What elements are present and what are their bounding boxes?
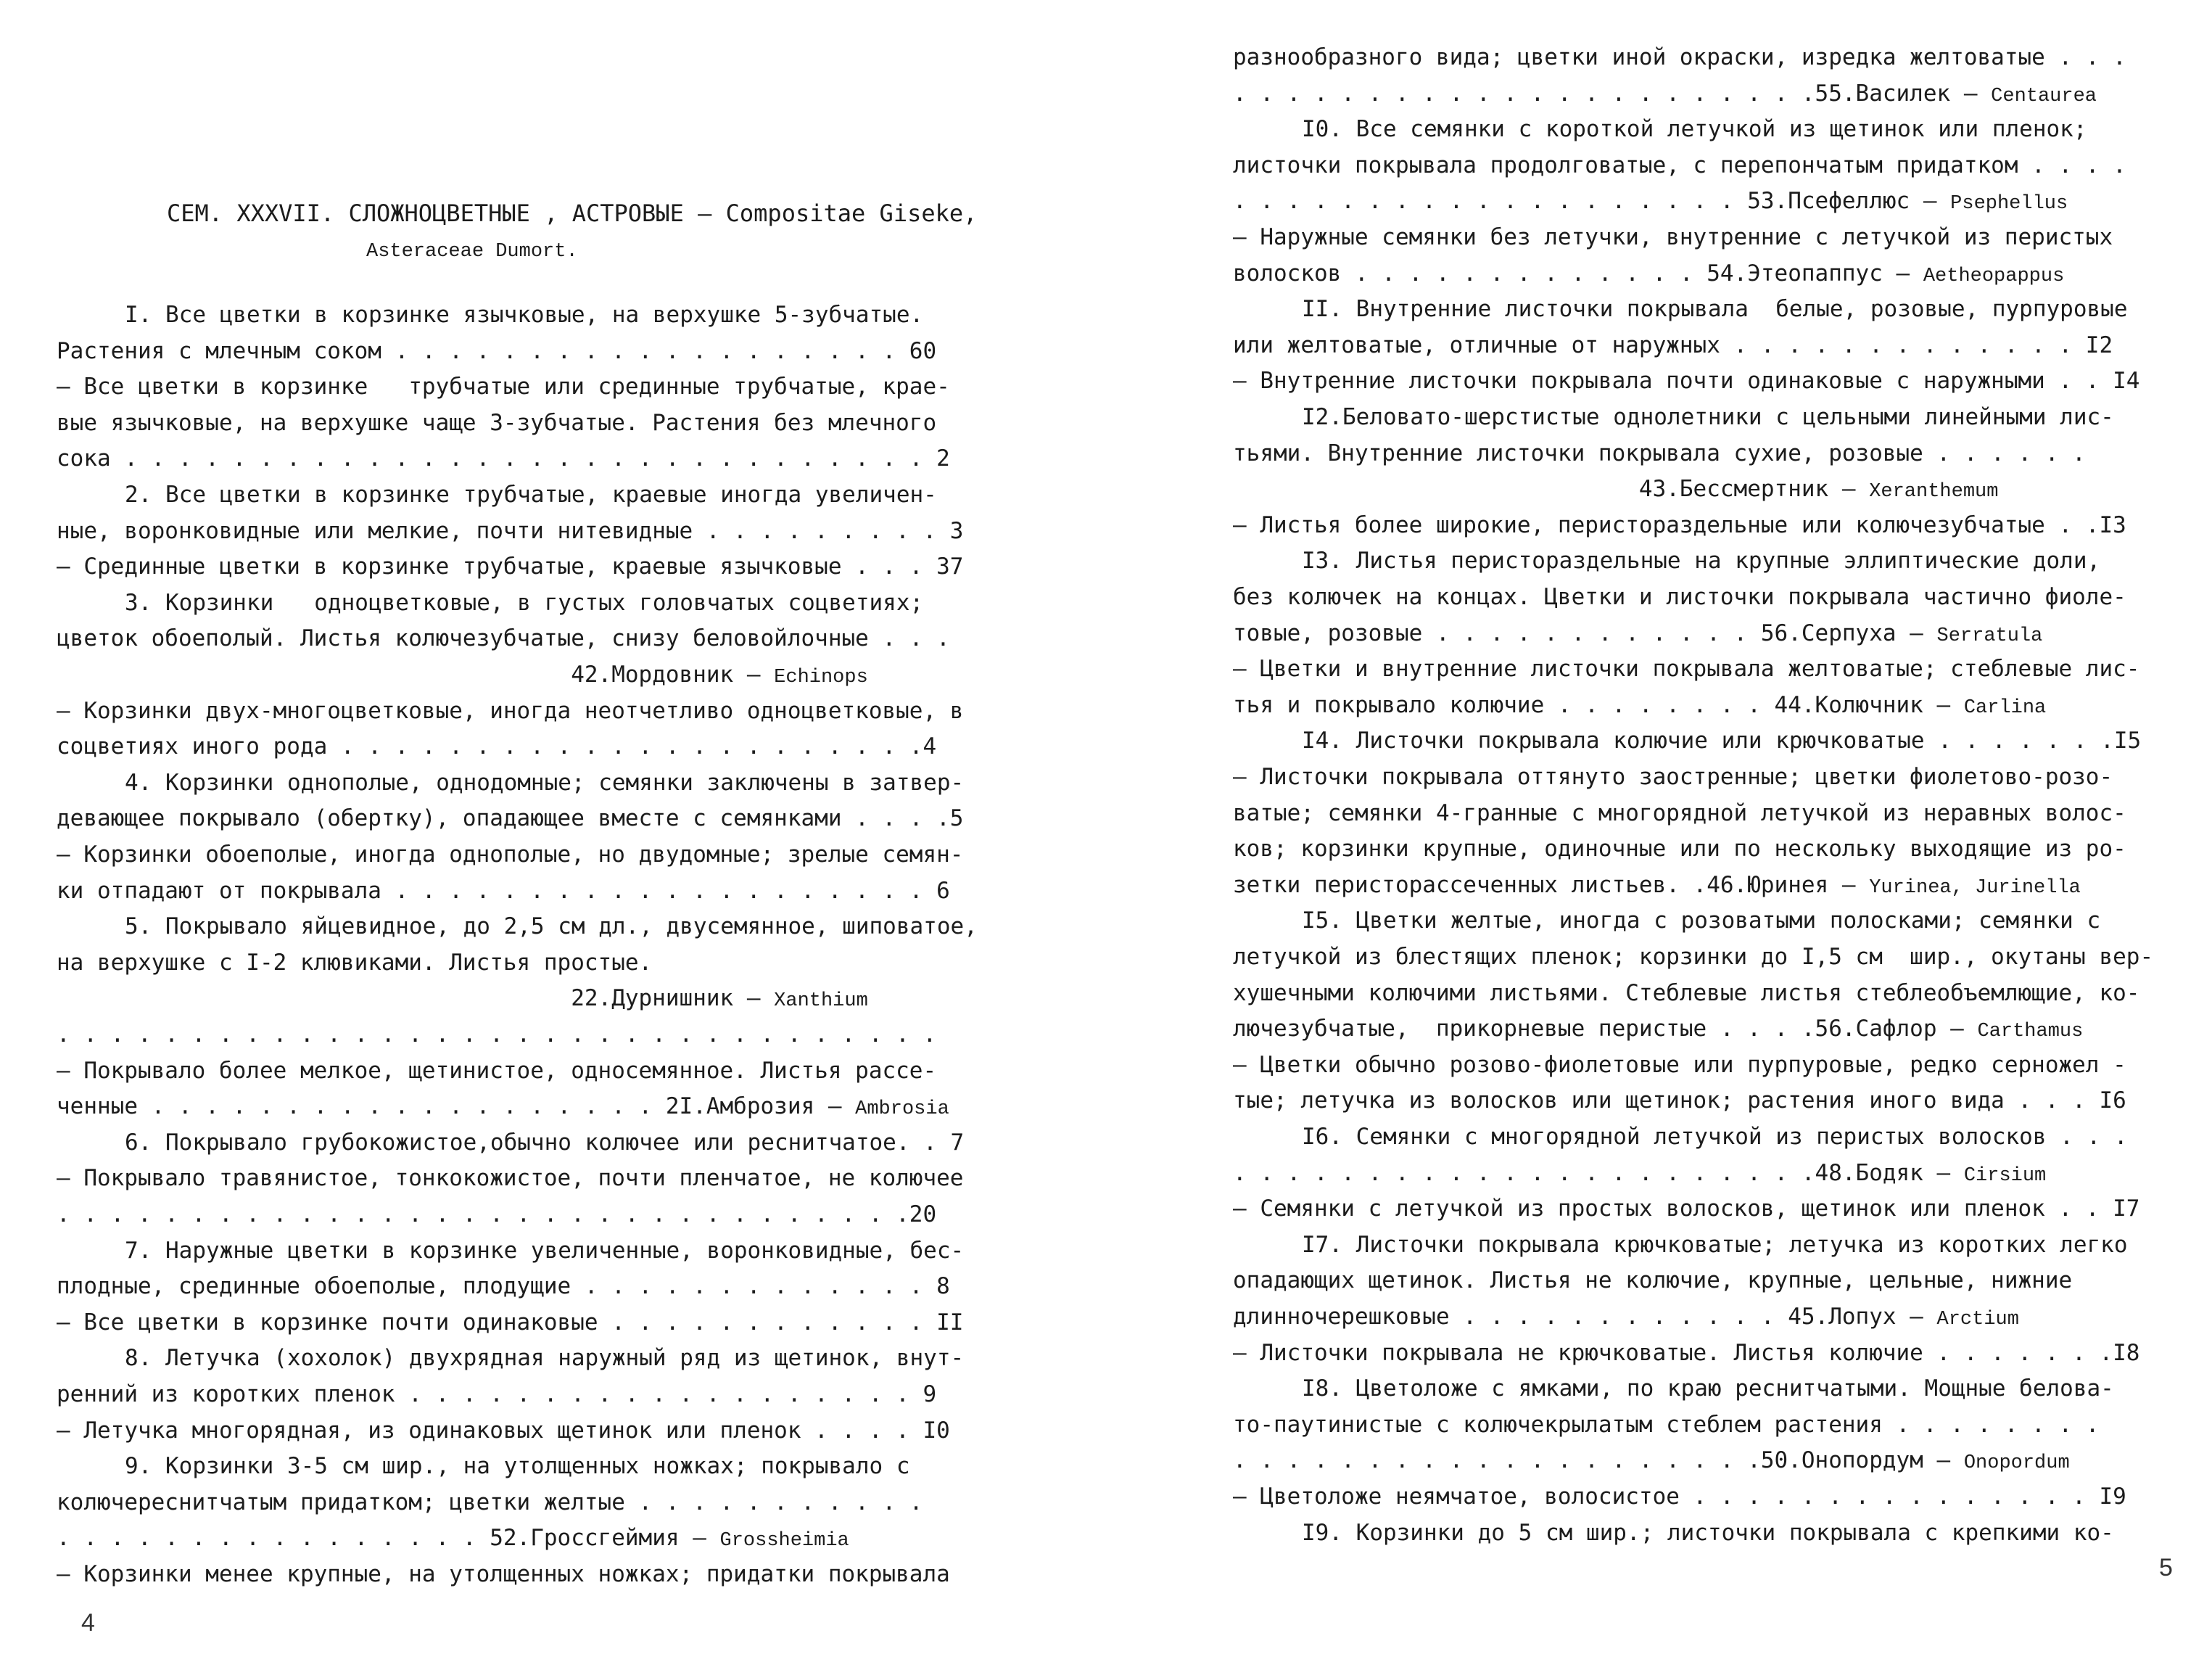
key-line xyxy=(57,1560,950,1588)
key-line xyxy=(1233,1087,2126,1114)
key-line-text: 4. Корзинки однополые, однодомные; семянки заключены в затвер- xyxy=(125,769,965,796)
key-line-text: – Цветки обычно розово-фиолетовые или пурпуровые, редко серножел - xyxy=(1233,1051,2126,1078)
genus-latin-name: Echinops xyxy=(774,667,868,688)
key-line-text: I3. Листья перистораздельные на крупные эллиптические доли, xyxy=(1302,548,2101,575)
key-line-text: тьями. Внутренние листочки покрывала сухие, розовые . . . . . . xyxy=(1233,440,2086,466)
family-title-line2 xyxy=(366,234,578,262)
key-line xyxy=(57,877,950,905)
key-line-text: тые; летучка из волосков или щетинок; растения иного вида . . . I6 xyxy=(1233,1087,2126,1114)
key-line-text: I6. Семянки с многорядной летучкой из перистых волосков . . . xyxy=(1302,1124,2128,1150)
key-line xyxy=(1302,115,2087,143)
key-line-text: – Семянки с летучкой из простых волосков, щетинок или пленок . . I7 xyxy=(1233,1196,2140,1222)
genus-latin-name: Xanthium xyxy=(774,990,868,1013)
genus-latin-name: Carlina xyxy=(1963,696,2047,719)
key-line-text: соцветиях иного рода . . . . . . . . . . . . . . . . . . . . . .4 xyxy=(57,733,937,760)
genus-latin-name: Xeranthemum xyxy=(1869,481,1999,503)
key-line xyxy=(125,1344,964,1372)
key-line-text: . . . . . . . . . . . . . . . . . . . . . . . . . . . . . . . .20 xyxy=(57,1201,937,1227)
key-line xyxy=(1233,152,2126,179)
family-title: СЕМ. XXXVII. СЛОЖНОЦВЕТНЫЕ , АСТРОВЫЕ – Compositae Giseke, xyxy=(167,199,978,227)
key-line-text: – Летучка многорядная, из одинаковых щетинок или пленок . . . . I0 xyxy=(57,1417,950,1444)
key-line-text: – Покрывало более мелкое, щетинистое, односемянное. Листья рассе- xyxy=(57,1057,937,1084)
key-line xyxy=(125,481,937,509)
key-line-text: 5. Покрывало яйцевидное, до 2,5 см дл., двусемянное, шиповатое, xyxy=(125,913,978,940)
key-line-text: плодные, срединные обоеполые, плодущие . . . . . . . . . . . . . 8 xyxy=(57,1273,950,1300)
key-line xyxy=(57,1417,950,1444)
key-line-text: – Корзинки менее крупные, на утолщенных ножках; придатки покрывала xyxy=(57,1561,950,1587)
genus-latin-name: Onopordum xyxy=(1963,1452,2070,1475)
key-line-text: ки отпадают от покрывала . . . . . . . . . . . . . . . . . . . . 6 xyxy=(57,877,950,904)
key-line-text: . . . . . . . . . . . . . . . . . . . .50.Онопордум – xyxy=(1233,1447,1964,1474)
key-line xyxy=(125,913,978,940)
key-line xyxy=(1233,583,2126,611)
key-line xyxy=(1233,223,2113,251)
key-line-text: – Листья более широкие, перистораздельные или колючезубчатые . .I3 xyxy=(1233,511,2126,538)
key-line-text: . . . . . . . . . . . . . . . . . . . . . . . . . . . . . . . . . xyxy=(57,1021,937,1048)
key-line-text: то-паутинистые с колючекрылатым стеблем растения . . . . . . . . xyxy=(1233,1411,2100,1438)
key-line xyxy=(1302,1123,2127,1151)
key-line xyxy=(1233,475,1998,503)
page-number-right: 5 xyxy=(2159,1554,2173,1581)
key-line-text: девающее покрывало (обертку), опадающее вместе с семянками . . . .5 xyxy=(57,805,964,832)
key-line-text: – Все цветки в корзинке почти одинаковые . . . . . . . . . . . . II xyxy=(57,1309,964,1336)
key-line-text: разнообразного вида; цветки иной окраски, изредка желтоватые . . . xyxy=(1233,44,2126,70)
key-line xyxy=(1233,1303,2019,1330)
key-line-text: I8. Цветоложе с ямками, по краю реснитчатыми. Мощные белова- xyxy=(1302,1375,2114,1402)
key-line xyxy=(1302,295,2127,323)
key-line-text: – Покрывало травянистое, тонкокожистое, почти пленчатое, не колючее xyxy=(57,1165,964,1192)
key-line-text: . . . . . . . . . . . . . . . . . . . 53.Псефеллюс – xyxy=(1233,188,1951,215)
key-line xyxy=(57,517,963,545)
key-line xyxy=(1302,1375,2114,1402)
key-line-text: опадающих щетинок. Листья не колючие, крупные, цельные, нижние xyxy=(1233,1267,2073,1294)
key-line-text: колючереснитчатым придатком; цветки желтые . . . . . . . . . . . xyxy=(57,1489,923,1515)
key-line-text: . . . . . . . . . . . . . . . . . . . . . .55.Василек – xyxy=(1233,80,1992,107)
key-line xyxy=(1302,547,2100,575)
key-line xyxy=(57,1524,849,1552)
key-line xyxy=(1233,1411,2099,1439)
key-line xyxy=(57,1093,949,1120)
key-line-text: ренний из коротких пленок . . . . . . . . . . . . . . . . . . . 9 xyxy=(57,1381,937,1407)
key-line-text: на верхушке с I-2 клювиками. Листья простые. xyxy=(57,949,653,976)
key-line xyxy=(57,553,963,580)
key-line xyxy=(57,841,963,868)
key-line-text: цветок обоеполый. Листья колючезубчатые, снизу беловойлочные . . . xyxy=(57,625,950,652)
key-line xyxy=(57,697,963,725)
key-line-text: тья и покрывало колючие . . . . . . . . 44.Колючник – xyxy=(1233,691,1964,718)
right-page xyxy=(1106,0,2212,1654)
key-line xyxy=(1233,44,2126,71)
genus-latin-name: Ambrosia xyxy=(855,1098,949,1121)
page-number-left: 4 xyxy=(81,1609,95,1637)
key-line xyxy=(1302,403,2114,431)
key-line-text: ков; корзинки крупные, одиночные или по нескольку выходящие из ро- xyxy=(1233,836,2126,863)
key-line xyxy=(1302,727,2141,754)
key-line-text: зетки перисторассеченных листьев. .46.Юринея – xyxy=(1233,871,1870,898)
genus-latin-name: Yurinea, Jurinella xyxy=(1869,876,2081,899)
key-line-text: 6. Покрывало грубокожистое,обычно колючее или реснитчатое. . 7 xyxy=(125,1129,965,1156)
key-line xyxy=(1233,367,2139,395)
key-line xyxy=(57,1164,963,1192)
key-line-text: . . . . . . . . . . . . . . . . 52.Гроссгеймия – xyxy=(57,1525,720,1552)
genus-latin-name: Aetheopappus xyxy=(1923,265,2065,287)
key-line-text: товые, розовые . . . . . . . . . . . . 56.Серпуха – xyxy=(1233,620,1937,646)
key-line xyxy=(1233,979,2139,1007)
key-line xyxy=(57,337,936,365)
key-line xyxy=(1233,1483,2126,1510)
genus-latin-name: Serratula xyxy=(1936,625,2043,647)
key-line xyxy=(1233,80,2097,107)
key-line xyxy=(1233,871,2081,899)
key-line xyxy=(1233,187,2068,215)
key-line-text: I9. Корзинки до 5 см шир.; листочки покрывала с крепкими ко- xyxy=(1302,1519,2114,1546)
key-line xyxy=(1233,943,2153,971)
key-line-text: – Корзинки обоеполые, иногда однополые, но двудомные; зрелые семян- xyxy=(57,842,964,868)
key-line xyxy=(125,301,923,329)
key-line xyxy=(57,805,963,832)
key-line-text: ченные . . . . . . . . . . . . . . . . . . . 2I.Амброзия – xyxy=(57,1093,856,1120)
key-line xyxy=(57,733,936,760)
genus-latin-name: Arctium xyxy=(1936,1309,2019,1330)
key-line xyxy=(57,984,868,1012)
key-line-text: ватые; семянки 4-гранные с многорядной летучкой из неравных волос- xyxy=(1233,799,2126,826)
key-line-text: листочки покрывала продолговатые, с перепончатым придатком . . . . xyxy=(1233,152,2126,178)
genus-latin-name: Cirsium xyxy=(1963,1164,2047,1187)
key-line-text: – Корзинки двух-многоцветковые, иногда неотчетливо одноцветковые, в xyxy=(57,697,964,724)
key-line xyxy=(57,1057,936,1085)
key-line-text: летучкой из блестящих пленок; корзинки до I,5 см шир., окутаны вер- xyxy=(1233,944,2154,970)
key-line-text: I. Все цветки в корзинке язычковые, на верхушке 5-зубчатые. xyxy=(125,302,924,328)
key-line-text: – Цветоложе неямчатое, волосистое . . . . . . . . . . . . . . . I9 xyxy=(1233,1484,2126,1510)
key-line-text: волосков . . . . . . . . . . . . . 54.Этеопаппус – xyxy=(1233,260,1923,287)
key-line-text: 7. Наружные цветки в корзинке увеличенные, воронковидные, бес- xyxy=(125,1237,965,1264)
key-line xyxy=(1233,1447,2070,1474)
key-line xyxy=(57,949,652,976)
key-line-text: лючезубчатые, прикорневые перистые . . . .56.Сафлор – xyxy=(1233,1016,1978,1042)
key-line-text: I5. Цветки желтые, иногда с розоватыми полосками; семянки с xyxy=(1302,908,2101,934)
key-line xyxy=(1233,1159,2046,1187)
key-line xyxy=(1233,440,2086,467)
key-line-text: длинночерешковые . . . . . . . . . . . . 45.Лопух – xyxy=(1233,1304,1937,1330)
genus-latin-name: Centaurea xyxy=(1991,85,2097,107)
key-line xyxy=(1233,655,2139,683)
key-line xyxy=(1302,1231,2127,1259)
key-line-text: 22.Дурнишник – xyxy=(57,985,775,1012)
key-line-text: I2.Беловато-шерстистые однолетники с цельными линейными лис- xyxy=(1302,404,2114,430)
key-line xyxy=(1233,763,2113,791)
key-line xyxy=(57,1201,936,1228)
key-line xyxy=(1233,799,2126,827)
key-line xyxy=(125,1237,964,1264)
key-line-text: хушечными колючими листьями. Стеблевые листья стеблеобъемлющие, ко- xyxy=(1233,979,2140,1006)
family-title-latin: Asteraceae Dumort. xyxy=(366,241,578,262)
key-line xyxy=(1233,1339,2139,1367)
key-line xyxy=(125,769,964,797)
key-line xyxy=(1233,260,2064,287)
key-line xyxy=(125,589,923,617)
key-line-text: – Листочки покрывала оттянуто заостренные; цветки фиолетово-розо- xyxy=(1233,764,2113,790)
key-line xyxy=(57,1021,936,1048)
key-line-text: – Срединные цветки в корзинке трубчатые, краевые язычковые . . . 37 xyxy=(57,554,964,580)
key-line xyxy=(125,1129,964,1156)
key-line xyxy=(57,445,950,472)
key-line xyxy=(1233,1015,2083,1042)
genus-latin-name: Psephellus xyxy=(1950,193,2068,215)
key-line-text: ные, воронковидные или мелкие, почти нитевидные . . . . . . . . . 3 xyxy=(57,517,964,544)
key-line xyxy=(57,1489,923,1516)
key-line-text: – Все цветки в корзинке трубчатые или срединные трубчатые, крае- xyxy=(57,374,950,400)
key-line xyxy=(1233,1267,2072,1294)
key-line-text: – Внутренние листочки покрывала почти одинаковые с наружными . . I4 xyxy=(1233,368,2140,395)
key-line xyxy=(57,409,936,437)
key-line-text: 8. Летучка (хохолок) двухрядная наружный ряд из щетинок, внут- xyxy=(125,1345,965,1372)
key-line xyxy=(1233,1051,2126,1079)
key-line-text: 2. Все цветки в корзинке трубчатые, краевые иногда увеличен- xyxy=(125,482,937,508)
genus-latin-name: Carthamus xyxy=(1977,1021,2084,1043)
key-line-text: Растения с млечным соком . . . . . . . . . . . . . . . . . . . 60 xyxy=(57,337,937,364)
key-line-text: 43.Бессмертник – xyxy=(1233,476,1870,503)
key-line xyxy=(125,1452,910,1480)
key-line xyxy=(57,373,950,400)
key-line xyxy=(57,1309,963,1336)
key-line-text: 3. Корзинки одноцветковые, в густых головчатых соцветиях; xyxy=(125,589,924,616)
key-line-text: I4. Листочки покрывала колючие или крючковатые . . . . . . .I5 xyxy=(1302,728,2142,754)
key-line-text: 9. Корзинки 3-5 см шир., на утолщенных ножках; покрывало с xyxy=(125,1453,910,1480)
key-line xyxy=(1302,1519,2114,1547)
key-line xyxy=(1233,511,2126,539)
key-line-text: сока . . . . . . . . . . . . . . . . . . . . . . . . . . . . . . 2 xyxy=(57,445,950,472)
key-line xyxy=(1233,332,2113,359)
key-line xyxy=(57,661,868,688)
key-line-text: – Листочки покрывала не крючковатые. Листья колючие . . . . . . .I8 xyxy=(1233,1339,2140,1366)
key-line xyxy=(57,1272,950,1300)
key-line-text: I0. Все семянки с короткой летучкой из щетинок или пленок; xyxy=(1302,116,2087,143)
key-line-text: – Наружные семянки без летучки, внутренние с летучкой из перистых xyxy=(1233,224,2113,250)
key-line xyxy=(1302,907,2100,934)
key-line-text: II. Внутренние листочки покрывала белые, розовые, пурпуровые xyxy=(1302,296,2128,323)
key-line-text: без колючек на концах. Цветки и листочки покрывала частично фиоле- xyxy=(1233,584,2126,610)
genus-latin-name: Grossheimia xyxy=(719,1530,849,1552)
key-line xyxy=(57,1381,936,1408)
key-line xyxy=(57,625,950,652)
key-line-text: вые язычковые, на верхушке чаще 3-зубчатые. Растения без млечного xyxy=(57,409,937,436)
key-line-text: . . . . . . . . . . . . . . . . . . . . . .48.Бодяк – xyxy=(1233,1159,1964,1186)
key-line xyxy=(1233,691,2046,719)
key-line xyxy=(1233,835,2126,863)
key-line-text: или желтоватые, отличные от наружных . . . . . . . . . . . . . I2 xyxy=(1233,332,2113,358)
key-line-text: I7. Листочки покрывала крючковатые; летучка из коротких легко xyxy=(1302,1231,2128,1258)
key-line-text: – Цветки и внутренние листочки покрывала желтоватые; стеблевые лис- xyxy=(1233,656,2140,683)
key-line-text: 42.Мордовник – xyxy=(57,662,775,688)
key-line xyxy=(1233,1195,2139,1222)
key-line xyxy=(1233,620,2042,647)
